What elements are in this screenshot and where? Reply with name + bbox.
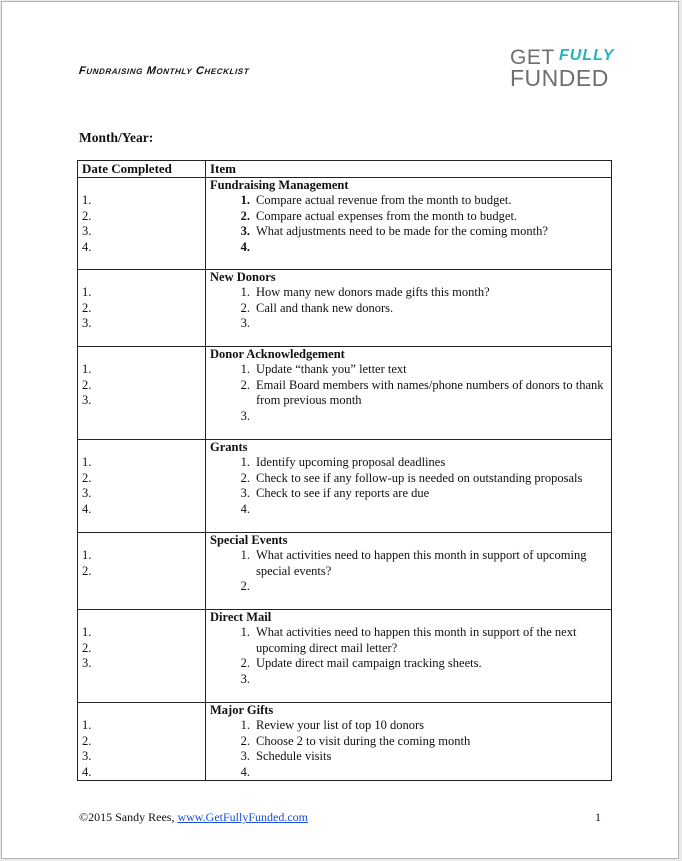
date-list <box>82 178 205 255</box>
get-fully-funded-logo <box>510 46 620 92</box>
list-item-text: What activities need to happen this month in support of the next upcoming direct mail letter? <box>256 625 577 655</box>
list-item-number: 2. <box>240 300 250 315</box>
logo-funded-text: FUNDED <box>510 65 609 91</box>
date-list-item: 2. <box>82 208 92 223</box>
list-item-text: Choose 2 to visit during the coming month <box>256 733 471 748</box>
date-list-item: 3. <box>82 749 92 764</box>
list-item-number: 1. <box>240 193 250 208</box>
list-item <box>228 193 611 208</box>
table-row <box>78 270 612 347</box>
list-item-text <box>256 240 611 255</box>
list-item <box>228 734 611 749</box>
date-list-item: 4. <box>82 239 92 254</box>
list-item <box>228 316 611 331</box>
list-item-number: 2. <box>240 470 250 485</box>
list-item-text: Compare actual expenses from the month to budget. <box>256 208 518 223</box>
date-completed-cell[interactable] <box>78 347 206 440</box>
list-item-number: 1. <box>240 362 250 377</box>
list-item-text: Identify upcoming proposal deadlines <box>256 455 446 470</box>
item-cell <box>206 347 612 440</box>
section-title: Major Gifts <box>210 703 274 717</box>
date-list <box>82 533 205 579</box>
list-item-number: 3. <box>240 749 250 764</box>
list-item-number: 2. <box>240 733 250 748</box>
date-list-item: 1. <box>82 718 92 733</box>
task-list <box>210 625 611 687</box>
task-list <box>210 193 611 255</box>
task-list <box>210 362 611 424</box>
item-cell <box>206 270 612 347</box>
list-item-number: 2. <box>240 377 250 392</box>
date-list-item: 2. <box>82 377 92 392</box>
list-item-text <box>256 672 611 687</box>
list-item <box>228 409 611 424</box>
list-item <box>228 209 611 224</box>
date-list-item: 3. <box>82 486 92 501</box>
logo-get-text: GET <box>510 46 555 69</box>
list-item-text: Review your list of top 10 donors <box>256 718 425 733</box>
section-title: Special Events <box>210 533 288 547</box>
date-list-item: 1. <box>82 625 92 640</box>
item-cell <box>206 440 612 533</box>
list-item <box>228 455 611 470</box>
table-row <box>78 347 612 440</box>
list-item-number: 2. <box>240 579 250 594</box>
date-list-item: 4. <box>82 501 92 516</box>
list-item-text: Update direct mail campaign tracking sheets. <box>256 656 482 671</box>
list-item <box>228 486 611 501</box>
list-item <box>228 285 611 300</box>
date-list-item: 2. <box>82 300 92 315</box>
list-item-number: 1. <box>240 455 250 470</box>
list-item-text: Update “thank you” letter text <box>256 362 407 377</box>
list-item <box>228 579 611 594</box>
item-cell <box>206 610 612 703</box>
table-row <box>78 533 612 610</box>
section-title: New Donors <box>210 270 276 284</box>
list-item <box>228 362 611 377</box>
item-header: Item <box>206 161 612 178</box>
list-item-text: Email Board members with names/phone numbers of donors to thank from previous month <box>256 377 604 408</box>
date-completed-cell[interactable] <box>78 178 206 270</box>
checklist-table <box>77 160 612 781</box>
logo-fully-text: FULLY <box>559 47 615 64</box>
date-list-item: 3. <box>82 316 92 331</box>
list-item-number: 3. <box>240 486 250 501</box>
list-item-number: 1. <box>240 718 250 733</box>
table-row <box>78 610 612 703</box>
date-list-item: 3. <box>82 224 92 239</box>
date-list-item: 2. <box>82 563 92 578</box>
list-item <box>228 765 611 780</box>
table-row <box>78 440 612 533</box>
date-list-item: 2. <box>82 733 92 748</box>
date-list-item: 2. <box>82 470 92 485</box>
date-list-item: 1. <box>82 455 92 470</box>
task-list <box>210 285 611 331</box>
date-list-item: 1. <box>82 362 92 377</box>
section-title: Direct Mail <box>210 610 272 624</box>
list-item <box>228 471 611 486</box>
item-cell <box>206 703 612 781</box>
table-row <box>78 178 612 270</box>
list-item <box>228 502 611 517</box>
section-title: Donor Acknowledgement <box>210 347 345 361</box>
list-item <box>228 672 611 687</box>
list-item-number: 4. <box>240 764 250 779</box>
date-list-item: 3. <box>82 393 92 408</box>
task-list <box>210 718 611 780</box>
list-item-number: 2. <box>240 656 250 671</box>
list-item-number: 4. <box>240 239 250 254</box>
item-cell <box>206 533 612 610</box>
date-list-item: 2. <box>82 640 92 655</box>
list-item-text: What activities need to happen this month in support of upcoming special events? <box>256 548 587 578</box>
list-item-text <box>256 409 611 424</box>
list-item-text: What adjustments need to be made for the coming month? <box>256 224 548 239</box>
list-item <box>228 301 611 316</box>
list-item-number: 3. <box>240 408 250 423</box>
footer-copyright: ©2015 Sandy Rees, <box>79 810 178 824</box>
list-item-text: Schedule visits <box>256 749 332 764</box>
date-completed-cell[interactable] <box>78 610 206 703</box>
document-page <box>1 1 679 859</box>
task-list <box>210 455 611 517</box>
date-list-item: 1. <box>82 193 92 208</box>
date-list <box>82 703 205 780</box>
list-item <box>228 224 611 239</box>
list-item <box>228 548 611 579</box>
list-item-number: 1. <box>240 548 250 563</box>
list-item-text <box>256 316 611 331</box>
date-completed-cell[interactable] <box>78 270 206 347</box>
page-number: 1 <box>595 810 601 824</box>
list-item-number: 3. <box>240 316 250 331</box>
date-list <box>82 440 205 517</box>
list-item <box>228 656 611 671</box>
date-list-item: 3. <box>82 656 92 671</box>
list-item-text: Call and thank new donors. <box>256 300 394 315</box>
date-completed-cell[interactable] <box>78 703 206 781</box>
list-item-text <box>256 502 611 517</box>
list-item-text: Check to see if any reports are due <box>256 486 430 501</box>
list-item <box>228 378 611 409</box>
list-item <box>228 749 611 764</box>
list-item <box>228 240 611 255</box>
list-item-text: Compare actual revenue from the month to budget. <box>256 193 512 208</box>
list-item-number: 3. <box>240 224 250 239</box>
date-list-item: 1. <box>82 548 92 563</box>
date-list-item: 4. <box>82 764 92 779</box>
list-item-text: Check to see if any follow-up is needed on outstanding proposals <box>256 470 583 485</box>
list-item-text: How many new donors made gifts this month? <box>256 285 490 300</box>
date-completed-cell[interactable] <box>78 533 206 610</box>
list-item-number: 1. <box>240 625 250 640</box>
item-cell <box>206 178 612 270</box>
date-completed-header: Date Completed <box>78 161 206 178</box>
footer <box>79 810 308 825</box>
table-header-row <box>78 161 612 178</box>
month-year-label: Month/Year: <box>79 130 154 145</box>
date-list <box>82 610 205 672</box>
table-row <box>78 703 612 781</box>
section-title: Fundraising Management <box>210 178 349 192</box>
document-title: Fundraising Monthly Checklist <box>78 65 250 77</box>
checklist-body <box>78 178 612 781</box>
list-item-number: 3. <box>240 671 250 686</box>
list-item-number: 2. <box>240 208 250 223</box>
section-title: Grants <box>210 440 248 454</box>
list-item <box>228 718 611 733</box>
list-item-number: 4. <box>240 501 250 516</box>
date-completed-cell[interactable] <box>78 440 206 533</box>
footer-website-link[interactable]: www.GetFullyFunded.com <box>177 810 308 824</box>
list-item <box>228 625 611 656</box>
list-item-number: 1. <box>240 285 250 300</box>
date-list-item: 1. <box>82 285 92 300</box>
date-list <box>82 347 205 409</box>
list-item-text <box>256 765 611 780</box>
task-list <box>210 548 611 594</box>
list-item-text <box>256 579 611 594</box>
date-list <box>82 270 205 332</box>
